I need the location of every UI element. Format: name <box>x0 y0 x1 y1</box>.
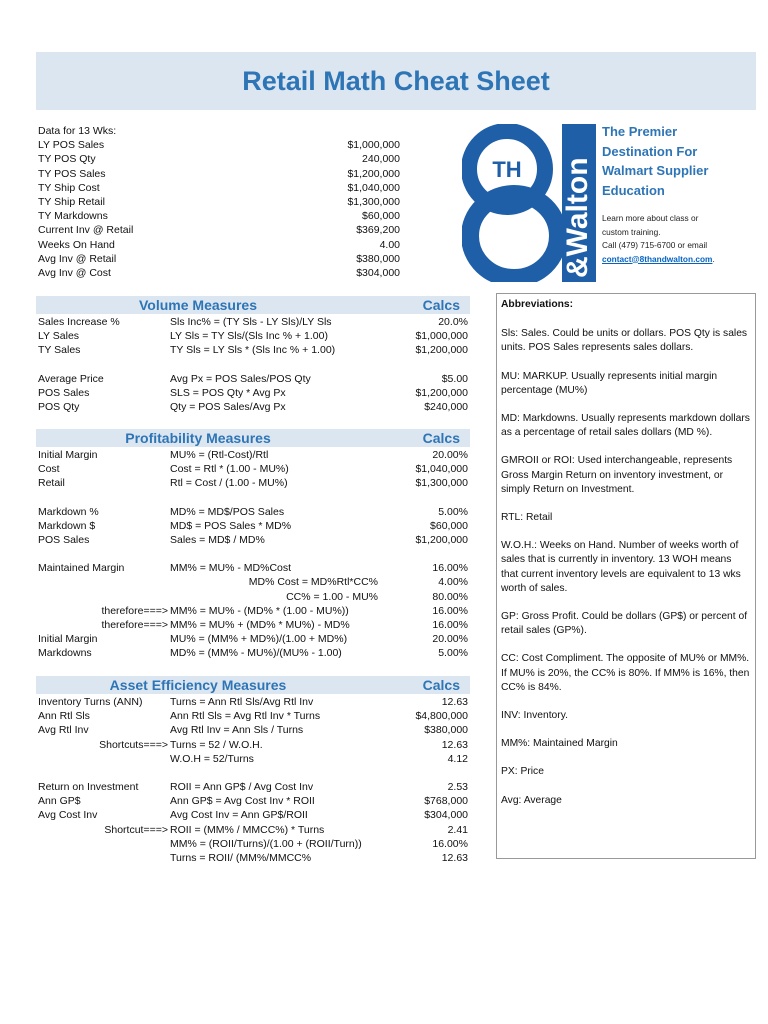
measure-value: 4.12 <box>447 752 468 765</box>
measure-value: 20.0% <box>438 316 468 328</box>
data-value: 4.00 <box>379 238 400 251</box>
measure-value: $1,040,000 <box>415 463 468 476</box>
abbreviation-item: CC: Cost Compliment. The opposite of MU% or MM%. If MU% is 20%, the CC% is 80%. If MM% is 16%, then CC% is 84%. <box>501 653 750 693</box>
abbreviations-title: Abbreviations: <box>501 299 574 310</box>
measure-row <box>38 448 470 462</box>
contact-email-link[interactable]: contact@8thandwalton.com <box>602 253 713 264</box>
measure-value: 20.00% <box>432 449 468 461</box>
measure-formula: LY Sls = TY Sls/(Sls Inc % + 1.00) <box>170 330 328 343</box>
abbreviation-item: Sls: Sales. Could be units or dollars. POS Qty is sales units. POS Sales represents sales dollars. <box>501 328 748 354</box>
measure-row <box>38 618 470 632</box>
measure-formula: Ann GP$ = Avg Cost Inv * ROII <box>170 795 315 808</box>
measure-row <box>38 837 470 851</box>
measure-row <box>38 519 470 533</box>
measure-label <box>38 575 170 589</box>
measure-label: Return on Investment <box>38 780 139 793</box>
asset-efficiency-header <box>36 676 470 694</box>
volume-measures-header <box>36 296 470 314</box>
data-label: Current Inv @ Retail <box>38 224 134 237</box>
abbreviation-item: RTL: Retail <box>501 512 553 524</box>
measure-label: Ann GP$ <box>38 795 81 808</box>
data-value: $369,200 <box>356 224 400 237</box>
data-value: $304,000 <box>356 267 400 280</box>
measure-row <box>38 808 470 822</box>
measure-label: Cost <box>38 463 60 476</box>
measure-value: $5.00 <box>441 372 468 385</box>
data-row <box>38 238 400 252</box>
measure-label: TY Sales <box>38 344 81 357</box>
measure-label: Ann Rtl Sls <box>38 710 90 723</box>
measure-label: Markdown $ <box>38 519 96 532</box>
measure-formula: MD% = (MM% - MU%)/(MU% - 1.00) <box>170 647 342 660</box>
measure-value: 12.63 <box>441 738 468 751</box>
measure-value: 20.00% <box>432 633 468 646</box>
abbreviation-item: MU: MARKUP. Usually represents initial margin percentage (MU%) <box>501 370 718 396</box>
measure-value: $4,800,000 <box>415 710 468 723</box>
measure-label: Markdowns <box>38 647 92 660</box>
calcs-label: Calcs <box>422 677 460 693</box>
data-row <box>38 266 400 280</box>
profitability-measures-section <box>36 429 470 660</box>
promo-title: The Premier Destination For Walmart Supplier Education <box>602 124 709 198</box>
data-row <box>38 195 400 209</box>
measure-formula: MU% = (Rtl-Cost)/Rtl <box>170 449 269 461</box>
measure-value: 5.00% <box>438 505 468 518</box>
profitability-measures-header <box>36 429 470 447</box>
measure-label: Sales Increase % <box>38 316 120 328</box>
data-value: $1,200,000 <box>347 167 400 180</box>
abbreviation-item: MM%: Maintained Margin <box>501 738 618 750</box>
logo-walton-text: &Walton <box>561 157 594 278</box>
measure-row <box>38 462 470 476</box>
measure-label <box>38 752 170 766</box>
measure-row <box>38 329 470 343</box>
measure-row <box>38 646 470 660</box>
measure-row <box>38 505 470 519</box>
abbreviation-item: Avg: Average <box>501 794 562 806</box>
spacer <box>38 358 470 372</box>
measure-formula: MD% Cost = MD%Rtl*CC% <box>248 576 378 589</box>
measure-value: 16.00% <box>432 562 468 575</box>
calcs-label: Calcs <box>422 297 460 313</box>
measure-label: therefore===> <box>101 618 168 631</box>
measure-row <box>38 561 470 575</box>
measure-label: Initial Margin <box>38 449 98 461</box>
measure-row <box>38 386 470 400</box>
measure-formula: ROII = Ann GP$ / Avg Cost Inv <box>170 780 314 793</box>
measure-value: 12.63 <box>441 696 468 708</box>
measure-formula: Qty = POS Sales/Avg Px <box>170 400 286 413</box>
data-label: TY POS Sales <box>38 167 106 180</box>
measure-formula: Avg Px = POS Sales/POS Qty <box>170 372 311 385</box>
measure-label: LY Sales <box>38 330 80 343</box>
data-value: $60,000 <box>362 210 400 223</box>
measure-value: $60,000 <box>430 519 468 532</box>
measure-row <box>38 851 470 865</box>
page-title: Retail Math Cheat Sheet <box>242 65 550 96</box>
measure-row <box>38 823 470 837</box>
data-label: TY Ship Retail <box>38 196 105 209</box>
measure-row <box>38 533 470 547</box>
measure-label: Shortcuts===> <box>99 738 168 751</box>
data-value: 240,000 <box>362 153 400 166</box>
abbreviation-item: GP: Gross Profit. Could be dollars (GP$) or percent of retail sales (GP%). <box>501 611 748 637</box>
data-label: TY POS Qty <box>38 153 96 166</box>
data-row <box>38 252 400 266</box>
data-block <box>38 124 400 280</box>
data-row <box>38 223 400 237</box>
measure-row <box>38 695 470 709</box>
measure-label: Avg Cost Inv <box>38 809 98 822</box>
measure-row <box>38 738 470 752</box>
measure-label: Initial Margin <box>38 633 98 646</box>
data-row <box>38 152 400 166</box>
measure-formula: Sls Inc% = (TY Sls - LY Sls)/LY Sls <box>170 316 332 328</box>
measure-formula: Sales = MD$ / MD% <box>170 533 265 546</box>
spacer <box>38 491 470 505</box>
calcs-label: Calcs <box>422 430 460 446</box>
logo-th-text: TH <box>492 157 522 182</box>
measure-value: 16.00% <box>432 604 468 617</box>
measure-label: therefore===> <box>101 604 168 617</box>
measure-row <box>38 709 470 723</box>
measure-formula: MD$ = POS Sales * MD% <box>170 519 292 532</box>
measure-label <box>38 837 170 851</box>
volume-measures-section <box>36 296 470 414</box>
measure-value: 2.53 <box>447 780 468 793</box>
measure-value: 4.00% <box>438 576 468 589</box>
measure-formula: Avg Rtl Inv = Ann Sls / Turns <box>170 724 304 737</box>
measure-value: $1,200,000 <box>415 344 468 357</box>
abbreviation-item: W.O.H.: Weeks on Hand. Number of weeks worth of sales that is currently in inventory. 13 WOH means that current inventory levels are equivalent to 13 wks worth of sales. <box>501 540 741 594</box>
measure-formula: W.O.H = 52/Turns <box>170 752 254 765</box>
data-label: LY POS Sales <box>38 139 105 152</box>
measure-label: POS Qty <box>38 400 80 413</box>
data-label: TY Markdowns <box>38 210 108 223</box>
measure-row <box>38 632 470 646</box>
measure-formula: MM% = MU% - MD%Cost <box>170 562 292 575</box>
measure-label: Shortcut===> <box>104 823 168 836</box>
measure-value: $380,000 <box>424 724 468 737</box>
data-row <box>38 167 400 181</box>
abbreviation-item: GMROII or ROI: Used interchangeable, represents Gross Margin Return on inventory investment, or simply Return on Investment. <box>501 455 733 495</box>
measure-formula: Turns = Ann Rtl Sls/Avg Rtl Inv <box>170 696 314 708</box>
measure-value: 2.41 <box>447 823 468 836</box>
asset-efficiency-section <box>36 676 470 865</box>
data-row <box>38 138 400 152</box>
measure-value: $1,000,000 <box>415 330 468 343</box>
data-row <box>38 181 400 195</box>
measure-label <box>38 590 170 604</box>
measure-row <box>38 315 470 329</box>
measure-label: Retail <box>38 477 65 490</box>
measure-label: Avg Rtl Inv <box>38 724 89 737</box>
data-label: Avg Inv @ Cost <box>38 267 111 280</box>
data-value: $1,000,000 <box>347 139 400 152</box>
data-value: $1,300,000 <box>347 196 400 209</box>
measure-row <box>38 590 470 604</box>
measure-label: Average Price <box>38 372 104 385</box>
section-title: Asset Efficiency Measures <box>109 677 287 693</box>
data-row <box>38 209 400 223</box>
measure-value: 5.00% <box>438 647 468 660</box>
measure-value: $768,000 <box>424 795 468 808</box>
measure-value: $1,300,000 <box>415 477 468 490</box>
measure-formula: Ann Rtl Sls = Avg Rtl Inv * Turns <box>170 710 321 723</box>
measure-value: 12.63 <box>441 851 468 864</box>
data-value: $1,040,000 <box>347 181 400 194</box>
measure-row <box>38 575 470 589</box>
measure-label: Inventory Turns (ANN) <box>38 696 143 708</box>
measure-row <box>38 400 470 414</box>
measure-formula: MD% = MD$/POS Sales <box>170 505 285 518</box>
measure-formula: ROII = (MM% / MMCC%) * Turns <box>170 823 325 836</box>
measure-label: POS Sales <box>38 386 90 399</box>
abbreviation-item: MD: Markdowns. Usually represents markdown dollars as a percentage of retail sales dollars (MD %). <box>501 413 750 439</box>
measure-row <box>38 372 470 386</box>
measure-label: POS Sales <box>38 533 90 546</box>
measure-formula: Avg Cost Inv = Ann GP$/ROII <box>170 809 308 822</box>
measure-row <box>38 723 470 737</box>
spacer <box>38 766 470 780</box>
8th-and-walton-logo <box>462 124 596 282</box>
measure-formula: Cost = Rtl * (1.00 - MU%) <box>170 463 289 476</box>
measure-formula: MM% = MU% - (MD% * (1.00 - MU%)) <box>170 604 349 617</box>
measure-row <box>38 752 470 766</box>
measure-value: 16.00% <box>432 618 468 631</box>
measure-row <box>38 476 470 490</box>
measure-value: 16.00% <box>432 837 468 850</box>
data-block-heading: Data for 13 Wks: <box>38 125 117 137</box>
measure-value: $240,000 <box>424 400 468 413</box>
measure-value: $1,200,000 <box>415 533 468 546</box>
measure-formula: Turns = ROII/ (MM%/MMCC% <box>170 851 312 864</box>
measure-formula: Rtl = Cost / (1.00 - MU%) <box>170 477 288 490</box>
section-title: Volume Measures <box>138 297 257 313</box>
data-label: Avg Inv @ Retail <box>38 252 117 265</box>
measure-value: $1,200,000 <box>415 386 468 399</box>
measure-value: 80.00% <box>432 590 468 603</box>
measure-row <box>38 604 470 618</box>
measure-row <box>38 780 470 794</box>
measure-value: $304,000 <box>424 809 468 822</box>
measure-row <box>38 794 470 808</box>
abbreviation-item: INV: Inventory. <box>501 710 568 722</box>
promo <box>602 122 762 266</box>
measure-label: Maintained Margin <box>38 562 125 575</box>
title-banner <box>36 52 756 110</box>
data-value: $380,000 <box>356 252 400 265</box>
abbreviation-item: PX: Price <box>501 766 544 778</box>
measure-row <box>38 343 470 357</box>
measure-formula: Turns = 52 / W.O.H. <box>170 738 263 751</box>
measure-formula: MM% = MU% + (MD% * MU%) - MD% <box>170 618 350 631</box>
measure-formula: TY Sls = LY Sls * (Sls Inc % + 1.00) <box>170 344 336 357</box>
measure-label: Markdown % <box>38 505 99 518</box>
measure-formula: MM% = (ROII/Turns)/(1.00 + (ROII/Turn)) <box>170 837 362 850</box>
data-label: Weeks On Hand <box>38 238 115 251</box>
section-title: Profitability Measures <box>125 430 271 446</box>
measure-label <box>38 851 170 865</box>
promo-text: Learn more about class or custom training. Call (479) 715-6700 or email contact@8thandwalton.com. <box>602 213 715 264</box>
data-label: TY Ship Cost <box>38 181 100 194</box>
measure-formula: SLS = POS Qty * Avg Px <box>170 386 286 399</box>
abbreviations-box <box>496 293 756 859</box>
measure-formula: CC% = 1.00 - MU% <box>286 590 378 603</box>
spacer <box>38 547 470 561</box>
measure-formula: MU% = (MM% + MD%)/(1.00 + MD%) <box>170 633 348 646</box>
